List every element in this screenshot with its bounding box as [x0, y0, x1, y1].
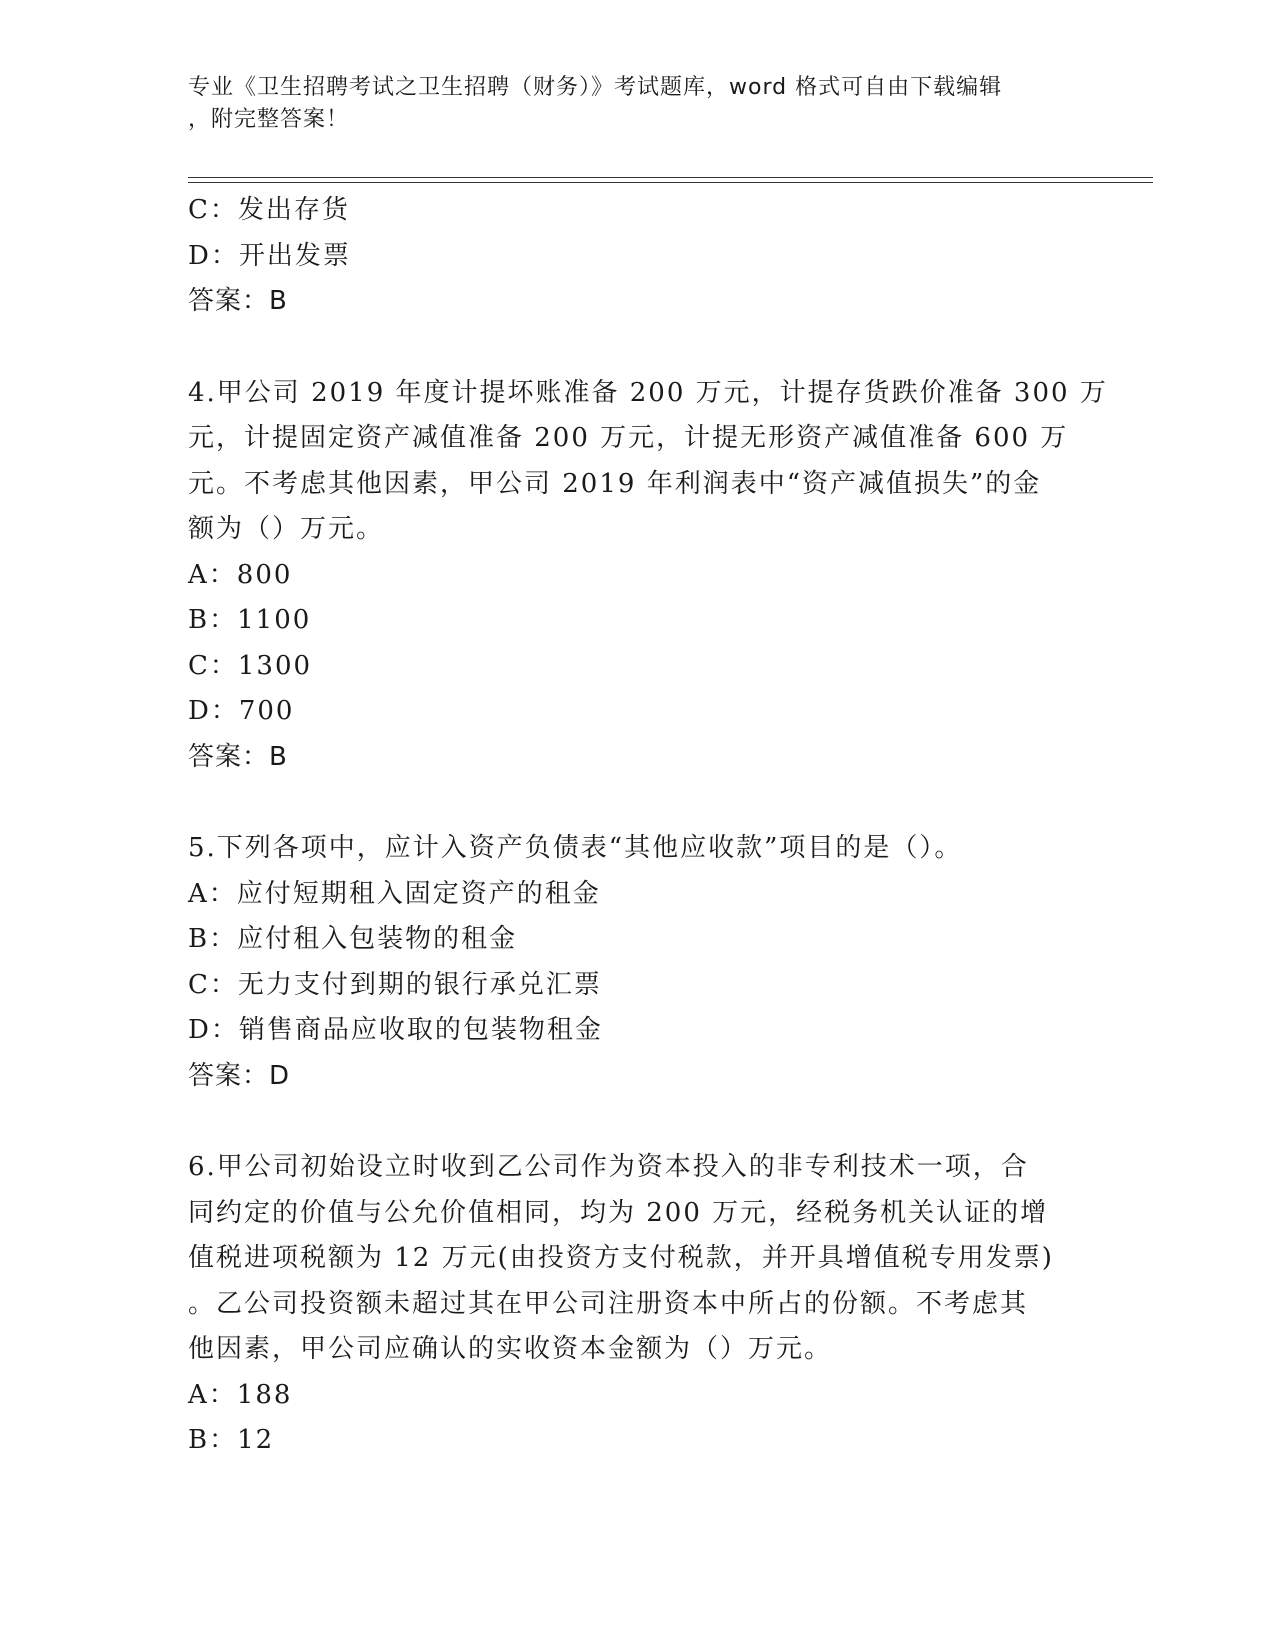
option-d: D：开出发票 — [188, 240, 351, 271]
option-c: C：1300 — [188, 650, 313, 681]
question-stem-line: 他因素，甲公司应确认的实收资本金额为（）万元。 — [188, 1334, 833, 1364]
option-c: C：发出存货 — [188, 195, 350, 225]
header-title-line-continued: ，附完整答案！ — [188, 107, 350, 132]
question-stem-line: 元。不考虑其他因素，甲公司 2019 年利润表中“资产减值损失”的金 — [188, 468, 1042, 499]
spacer — [188, 325, 1078, 371]
option-b: B：12 — [188, 1425, 275, 1455]
question-5 — [188, 826, 1078, 1099]
question-stem-line: 值税进项税额为 12 万元(由投资方支付税款，并开具增值税专用发票) — [188, 1243, 1054, 1273]
question-stem-line: 6.甲公司初始设立时收到乙公司作为资本投入的非专利技术一项，合 — [188, 1152, 1029, 1182]
option-a: A：应付短期租入固定资产的租金 — [188, 878, 601, 909]
option-b: B：应付租入包装物的租金 — [188, 924, 518, 954]
document-header — [188, 72, 1068, 136]
option-d: D：700 — [188, 696, 295, 726]
question-stem-line: 4.甲公司 2019 年度计提坏账准备 200 万元，计提存货跌价准备 300 万 — [188, 377, 1108, 408]
spacer — [188, 1099, 1078, 1145]
question-stem-line: 同约定的价值与公允价值相同，均为 200 万元，经税务机关认证的增 — [188, 1197, 1049, 1228]
answer-line: 答案：B — [188, 741, 288, 772]
option-c: C：无力支付到期的银行承兑汇票 — [188, 969, 602, 1000]
option-b: B：1100 — [188, 605, 312, 635]
spacer — [188, 780, 1078, 826]
question-6 — [188, 1145, 1078, 1464]
option-a: A：188 — [188, 1379, 293, 1410]
header-title-line: 专业《卫生招聘考试之卫生招聘（财务）》考试题库，word 格式可自由下载编辑 — [188, 75, 1003, 100]
header-divider-top — [188, 177, 1153, 178]
header-divider-bottom — [188, 182, 1153, 183]
question-content — [188, 188, 1108, 1464]
question-stem-line: 额为（）万元。 — [188, 514, 385, 544]
question-4 — [188, 371, 1108, 781]
question-stem-line: 5.下列各项中，应计入资产负债表“其他应收款”项目的是（）。 — [188, 833, 963, 863]
option-a: A：800 — [188, 559, 293, 590]
question-stem-line: 。乙公司投资额未超过其在甲公司注册资本中所占的份额。不考虑其 — [188, 1288, 1029, 1319]
answer-line: 答案：B — [188, 286, 288, 316]
question-stem-line: 元，计提固定资产减值准备 200 万元，计提无形资产减值准备 600 万 — [188, 423, 1069, 453]
answer-line: 答案：D — [188, 1060, 291, 1091]
question-3-continuation — [188, 188, 1078, 325]
option-d: D：销售商品应收取的包装物租金 — [188, 1015, 603, 1045]
